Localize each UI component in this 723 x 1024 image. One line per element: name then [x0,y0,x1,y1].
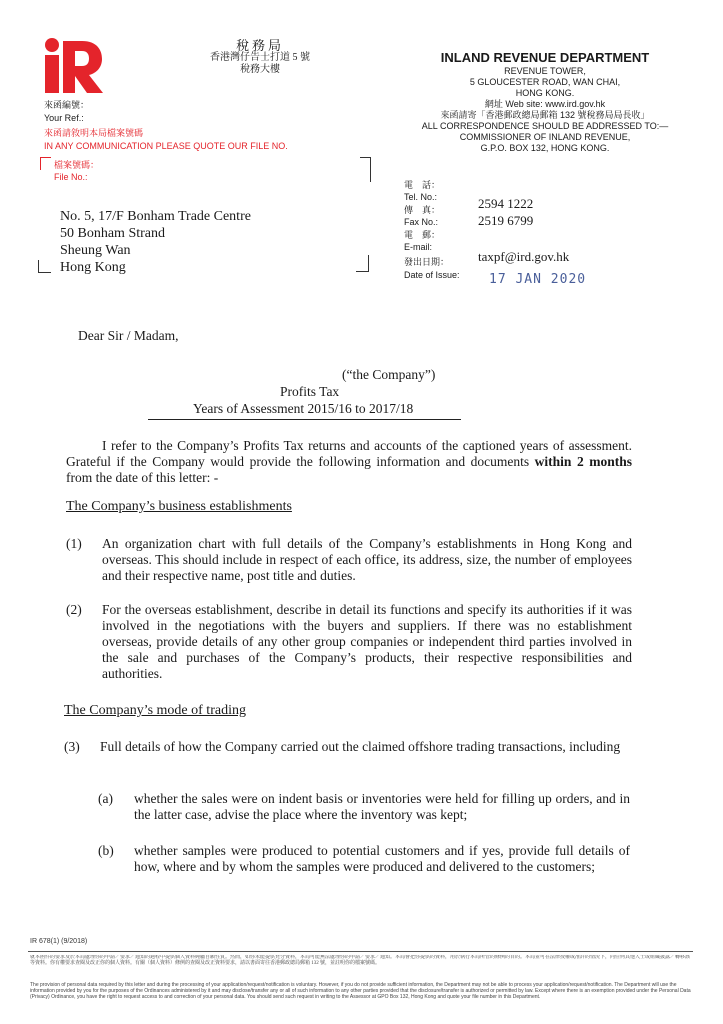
section-heading-establishments: The Company’s business establishments [66,499,292,514]
cn-address-2: 稅務大樓 [240,64,280,75]
chinese-header [185,40,335,76]
item-b-number: (b) [98,843,114,858]
date-stamp: 17 JAN 2020 [489,272,587,287]
cn-title: 稅務局 [235,38,284,53]
cn-address-1: 香港灣仔告士打道 5 號 [210,52,310,63]
department-block [420,50,670,154]
correspondence-3: G.P.O. BOX 132, HONG KONG. [480,143,610,153]
address-line-4: Hong Kong [60,260,126,275]
tel-value: 2594 1222 [478,196,534,211]
window-bracket-br [356,255,369,272]
item-2-number: (2) [66,602,82,617]
item-a-text: whether the sales were on indent basis or inventories were held for filling up orders, and in the latter case, advise the place where the inventory was kept; [134,791,630,822]
subject-line-1: Profits Tax [280,384,340,399]
intro-text-b: from the date of this letter: - [66,470,219,485]
quote-file-cn: 來函請敘明本局檔案號碼 [44,128,144,138]
dept-address-1: REVENUE TOWER, [504,66,586,76]
subject-line-2: Years of Assessment 2015/16 to 2017/18 [193,401,414,416]
date-label: Date of Issue: [404,270,460,280]
item-b-text: whether samples were produced to potential customers and if yes, provide full details of how, where and by whom the samples were produced and delivered to the customers; [134,843,630,874]
correspondence-cn: 來函請寄「香港郵政總局郵箱 132 號稅務局局長收」 [440,110,650,120]
correspondence-2: COMMISSIONER OF INLAND REVENUE, [459,132,631,142]
window-bracket-tr [360,157,371,182]
window-bracket-bl [38,260,51,273]
item-1-text: An organization chart with full details of the Company’s establishments in Hong Kong and overseas. This should include in respect of each office, its address, size, the number of employees and their respective name, post title and duties. [102,536,632,583]
fax-label: Fax No.: [404,217,439,227]
item-3-number: (3) [64,739,80,754]
correspondence-1: ALL CORRESPONDENCE SHOULD BE ADDRESSED TO:— [421,121,669,131]
dept-address-2: 5 GLOUCESTER ROAD, WAN CHAI, [469,77,621,87]
quote-file-notice: IN ANY COMMUNICATION PLEASE QUOTE OUR FILE NO. [44,141,288,151]
your-ref-cn: 來函編號： [44,100,90,110]
item-1-number: (1) [66,536,82,551]
dept-website: 網址 Web site: www.ird.gov.hk [484,99,606,109]
fax-label-cn: 傳 真： [404,205,441,215]
intro-deadline: within 2 months [534,454,632,469]
your-ref: Your Ref.: [44,113,84,123]
item-2-text: For the overseas establishment, describe in detail its functions and specify its authorities if it was involved in the negotiations with the buyers and suppliers. If there was no establishment overseas, provide details of any other group companies or independent third parties involved in the sale and purchases of the Company’s products, their respective responsibilities and authorities. [102,602,632,681]
intro-text-a: I refer to the Company’s Profits Tax returns and accounts of the captioned years of assessment. Grateful if the Company would provide the following information and documents [66,438,632,469]
footer-notice-cn: 就本函件的要求及於本局處理你的申請／要求／通知的過程中提供個人資料純屬自願性質。然而，如你未能提供充分資料，本局可能無法處理你的申請／要求／通知。本局會把你提供的資料，用於執行本局所管的條例的目的。本局並可在法律授權或准許的情況下，向任何其他人士或組織披露／轉移該等資料。你有權要求查閱及改正你的個人資料。有關（個人資料）條例的查閱及改正資料要求，請以書面寄往香港郵政總局郵箱 132 號，並註明你的檔案號碼。 [30,955,691,966]
salutation: Dear Sir / Madam, [78,328,179,343]
email-value: taxpf@ird.gov.hk [478,249,570,264]
section-heading-trading: The Company’s mode of trading [64,703,246,718]
email-label: E-mail: [404,242,433,252]
address-line-2: 50 Bonham Strand [60,226,165,241]
fax-value: 2519 6799 [478,213,534,228]
address-line-3: Sheung Wan [60,243,131,258]
dept-address-3: HONG KONG. [515,88,575,98]
tel-label-cn: 電 話： [404,180,441,190]
form-number: IR 678(1) (9/2018) [30,938,88,945]
footer-rule [28,951,693,952]
file-no-cn: 檔案號碼： [54,160,100,170]
item-3-text: Full details of how the Company carried out the claimed offshore trading transactions, including [100,739,621,754]
item-a-number: (a) [98,791,113,806]
company-name: (“the Company”) [342,367,436,382]
recipient-address [60,208,251,276]
date-label-cn: 發出日期： [404,257,450,267]
ird-logo-icon [42,36,104,96]
department-title: INLAND REVENUE DEPARTMENT [440,50,650,65]
address-line-1: No. 5, 17/F Bonham Trade Centre [60,209,251,224]
footer-notice-en: The provision of personal data required by this letter and during the processing of your application/request/notification is voluntary. However, if you do not provide sufficient information, the Department may not be able to process your application/request/notification. The Department will use the information provided by you for the purposes of the Ordinances administered by it and may disclose/transfer any or all of such information to any other parties provided that the disclosure/transfer is authorized or permitted by law. Except where there is an exemption provided under the Personal Data (Privacy) Ordinance, you have the right to request access to and correction of your personal data. You should send such request in writing to the Assessor at GPO Box 132, Hong Kong and quote your file number in this Department. [30,982,691,1000]
tel-label: Tel. No.: [404,192,438,202]
intro-paragraph [66,438,632,486]
window-bracket-tl [40,157,51,170]
subject-underline [148,419,461,420]
contact-block [404,180,604,280]
file-no: File No.: [54,172,88,182]
email-label-cn: 電 郵： [404,230,441,240]
